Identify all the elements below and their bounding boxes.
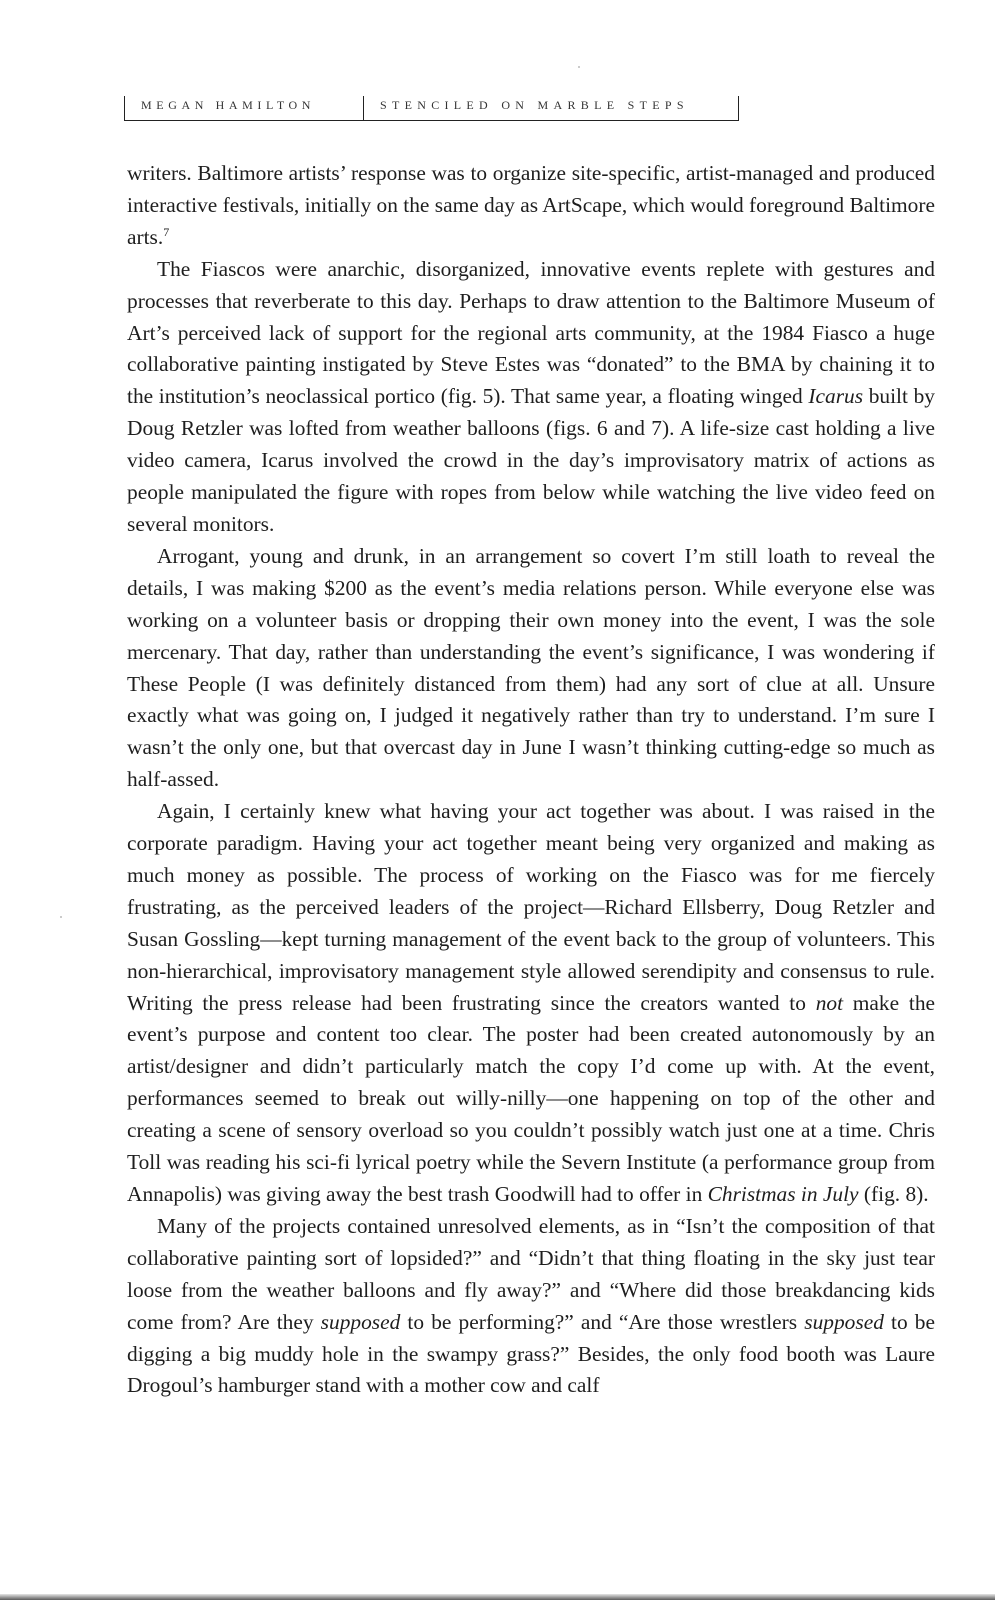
running-header-title: STENCILED ON MARBLE STEPS <box>380 98 689 112</box>
italic-text: Icarus <box>808 384 864 409</box>
paragraph-text: Again, I certainly knew what having your act together was about. I was raised in the corporate paradigm. Having your act together meant being very organized and making as much money as possible. The process of working on the Fiasco was for me fiercely frustrating, as the perceived leaders of the project—Richard Ellsberry, Doug Retzler and Susan Gossling—kept turning management of the event back to the group of volunteers. This non-hierarchical, improvisatory management style allowed serendipity and consensus to rule. Writing the press release had been frustrating since the creators wanted to <box>127 799 935 1015</box>
paragraph <box>127 158 935 254</box>
paragraph-text: to be performing?” and “Are those wrestlers <box>400 1309 805 1334</box>
paragraph <box>127 541 935 796</box>
paragraph-text: The Fiascos were anarchic, disorganized, innovative events replete with gestures and processes that reverberate to this day. Perhaps to draw attention to the Baltimore Museum of Art’s perceived lack of support for the regional arts community, at the 1984 Fiasco a huge collaborative painting instigated by Steve Estes was “donated” to the BMA by chaining it to the institution’s neoclassical portico (fig. 5). That same year, a floating winged <box>127 256 935 409</box>
running-header-author: MEGAN HAMILTON <box>141 98 316 112</box>
header-rule-bottom <box>124 120 739 121</box>
paragraph <box>127 1211 935 1402</box>
body-text <box>127 158 935 1402</box>
paragraph-text: built by Doug Retzler was lofted from weather balloons (figs. 6 and 7). A life-size cast holding a live video camera, Icarus involved the crowd in the day’s improvisatory matrix of actions as people manipulated the figure with ropes from below while watching the live video feed on several monitors. <box>127 384 935 536</box>
italic-text: not <box>815 990 844 1015</box>
paragraph-text: Many of the projects contained unresolved elements, as in “Isn’t the composition of that collaborative painting sort of lopsided?” and “Didn’t that thing floating in the sky just tear loose from the weather balloons and fly away?” and “Where did those breakdancing kids come from? Are they <box>127 1213 935 1334</box>
header-rule-divider <box>363 96 364 120</box>
scan-bottom-edge <box>0 1594 995 1600</box>
header-rule-left <box>124 96 125 120</box>
footnote-marker: 7 <box>163 224 170 239</box>
scan-speck <box>60 916 62 918</box>
italic-text: Christmas in July <box>707 1182 859 1206</box>
paragraph-text: Arrogant, young and drunk, in an arrangement so covert I’m still loath to reveal the details, I was making $200 as the event’s media relations person. While everyone else was working on a volunteer basis or dropping their own money into the event, I was the sole mercenary. That day, rather than understanding the event’s significance, I was wondering if These People (I was definitely distanced from them) had any sort of clue at all. Unsure exactly what was going on, I judged it negatively rather than try to understand. I’m sure I wasn’t the only one, but that overcast day in June I wasn’t thinking cutting-edge so much as half-assed. <box>127 543 935 792</box>
paragraph <box>127 796 935 1211</box>
paragraph-text: make the event’s purpose and content too clear. The poster had been created autonomously by an artist/designer and didn’t particularly match the copy I’d come up with. At the event, performances seemed to break out willy-nilly—one happening on top of the other and creating a scene of sensory overload so you couldn’t possibly watch just one at a time. Chris Toll was reading his sci-fi lyrical poetry while the Severn Institute (a performance group from Annapolis) was giving away the best trash Goodwill had to offer in <box>127 990 936 1206</box>
italic-text: supposed <box>804 1309 884 1334</box>
paragraph-text: to be digging a big muddy hole in the swampy grass?” Besides, the only food booth was Laure Drogoul’s hamburger stand with a mother cow and calf <box>127 1309 935 1398</box>
paragraph-text: (fig. 8). <box>858 1182 929 1206</box>
paragraph <box>127 254 935 541</box>
scan-speck <box>578 66 580 68</box>
header-rule-right <box>738 96 739 120</box>
italic-text: supposed <box>320 1309 401 1334</box>
paragraph-text: writers. Baltimore artists’ response was to organize site-specific, artist-managed and produced interactive festivals, initially on the same day as ArtScape, which would foreground Baltimore arts. <box>127 161 935 249</box>
running-header <box>124 96 739 122</box>
